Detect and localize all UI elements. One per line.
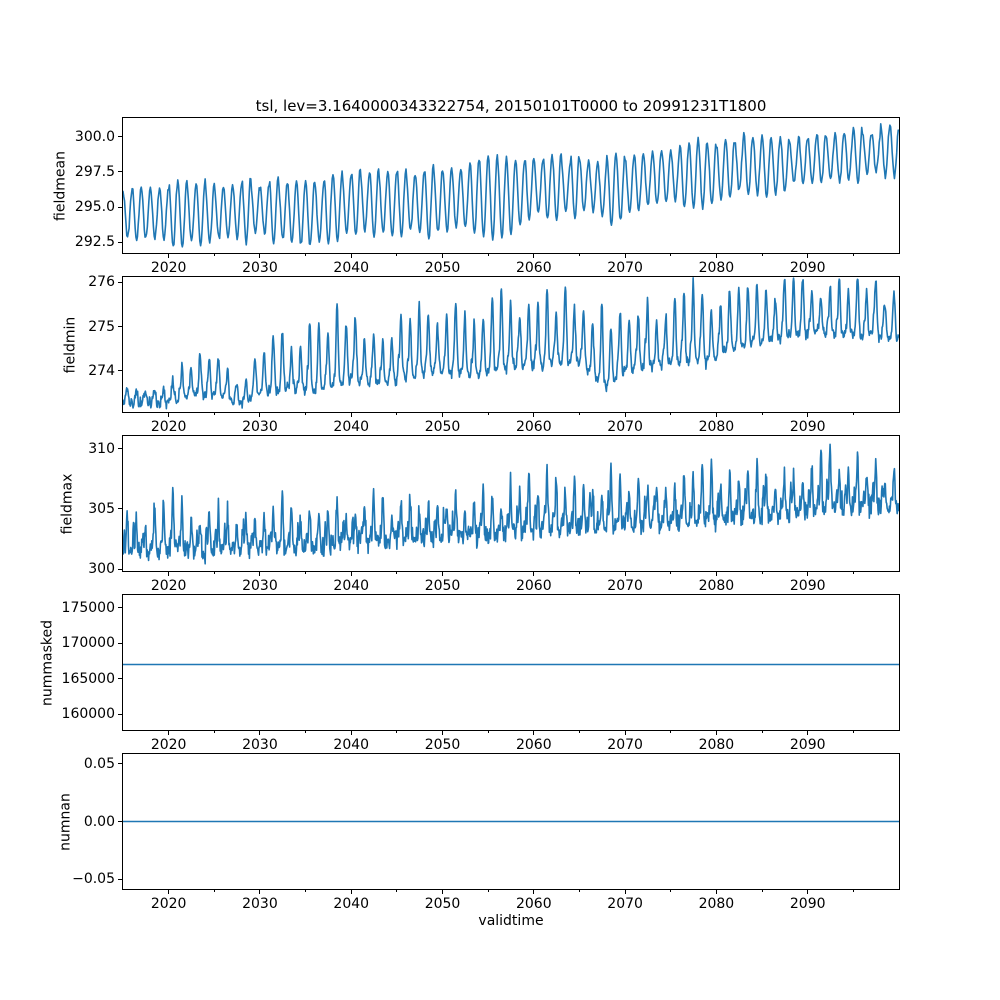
x-tick-mark	[716, 890, 717, 894]
y-tick-mark	[118, 569, 122, 570]
x-minor-tick-mark	[579, 413, 580, 415]
y-axis-label-fieldmax: fieldmax	[59, 473, 75, 534]
plot-area-nummasked	[122, 594, 900, 731]
series-line-fieldmin	[123, 278, 899, 409]
x-minor-tick-mark	[670, 890, 671, 892]
y-tick-mark	[118, 370, 122, 371]
x-minor-tick-mark	[762, 572, 763, 574]
x-minor-tick-mark	[305, 413, 306, 415]
x-tick-mark	[533, 413, 534, 417]
x-tick-label: 2060	[515, 737, 552, 753]
y-tick-mark	[118, 136, 122, 137]
series-line-fieldmean	[123, 124, 898, 247]
x-minor-tick-mark	[579, 572, 580, 574]
x-tick-mark	[625, 572, 626, 576]
x-tick-mark	[533, 254, 534, 258]
x-tick-label: 2020	[150, 260, 187, 276]
y-tick-label: 300	[88, 561, 115, 578]
line-series-nummasked	[123, 595, 899, 730]
x-tick-label: 2040	[333, 896, 370, 912]
x-tick-label: 2030	[242, 260, 278, 276]
x-tick-mark	[625, 890, 626, 894]
x-tick-mark	[716, 731, 717, 735]
x-tick-label: 2050	[424, 737, 461, 753]
x-axis-label: validtime	[478, 913, 544, 929]
x-minor-tick-mark	[305, 254, 306, 256]
x-tick-mark	[625, 254, 626, 258]
x-minor-tick-mark	[670, 254, 671, 256]
x-tick-mark	[807, 731, 808, 735]
x-tick-mark	[442, 572, 443, 576]
y-tick-mark	[118, 879, 122, 880]
y-tick-label: 170000	[61, 635, 115, 652]
series-line-fieldmax	[123, 444, 899, 564]
x-minor-tick-mark	[488, 731, 489, 733]
x-minor-tick-mark	[762, 413, 763, 415]
x-tick-mark	[625, 413, 626, 417]
x-tick-label: 2050	[424, 578, 461, 594]
x-minor-tick-mark	[670, 413, 671, 415]
y-tick-label: 292.5	[74, 234, 115, 251]
x-tick-mark	[351, 890, 352, 894]
x-tick-label: 2020	[150, 737, 187, 753]
y-tick-label: 160000	[61, 706, 115, 723]
y-tick-label: −0.05	[72, 871, 115, 888]
x-tick-mark	[168, 413, 169, 417]
y-axis-label-nummasked: nummasked	[39, 619, 55, 706]
y-axis-label-numnan: numnan	[57, 792, 73, 851]
x-tick-label: 2040	[333, 578, 370, 594]
x-tick-mark	[716, 413, 717, 417]
x-tick-mark	[259, 890, 260, 894]
x-minor-tick-mark	[762, 254, 763, 256]
y-tick-label: 297.5	[74, 163, 115, 180]
x-minor-tick-mark	[579, 890, 580, 892]
line-series-fieldmin	[123, 277, 899, 412]
x-tick-mark	[807, 254, 808, 258]
x-tick-label: 2090	[789, 260, 826, 276]
x-tick-label: 2050	[424, 419, 461, 435]
x-tick-mark	[442, 890, 443, 894]
x-tick-mark	[716, 572, 717, 576]
x-minor-tick-mark	[488, 254, 489, 256]
x-minor-tick-mark	[488, 890, 489, 892]
y-tick-label: 274	[88, 362, 115, 379]
x-tick-mark	[625, 731, 626, 735]
x-tick-label: 2030	[242, 419, 278, 435]
x-tick-label: 2030	[242, 737, 278, 753]
x-minor-tick-mark	[670, 572, 671, 574]
x-tick-label: 2060	[515, 896, 552, 912]
x-minor-tick-mark	[214, 254, 215, 256]
figure-title: tsl, lev=3.1640000343322754, 20150101T0000 to 20991231T1800	[255, 97, 767, 115]
y-tick-mark	[118, 207, 122, 208]
x-tick-mark	[351, 413, 352, 417]
x-minor-tick-mark	[214, 731, 215, 733]
x-tick-label: 2070	[607, 260, 643, 276]
plot-area-fieldmean	[122, 117, 900, 254]
y-tick-mark	[118, 326, 122, 327]
x-tick-mark	[533, 731, 534, 735]
plot-area-fieldmin	[122, 276, 900, 413]
x-tick-mark	[351, 572, 352, 576]
x-minor-tick-mark	[579, 254, 580, 256]
x-tick-mark	[259, 413, 260, 417]
x-minor-tick-mark	[214, 413, 215, 415]
y-tick-mark	[118, 448, 122, 449]
x-minor-tick-mark	[670, 731, 671, 733]
x-tick-mark	[351, 731, 352, 735]
x-tick-label: 2080	[698, 578, 735, 594]
y-tick-label: 305	[88, 500, 115, 517]
y-tick-label: 175000	[61, 599, 115, 616]
x-minor-tick-mark	[396, 254, 397, 256]
x-tick-label: 2080	[698, 896, 735, 912]
y-tick-mark	[118, 242, 122, 243]
x-tick-mark	[168, 572, 169, 576]
y-tick-mark	[118, 508, 122, 509]
x-tick-label: 2030	[242, 578, 278, 594]
y-tick-mark	[118, 821, 122, 822]
x-tick-label: 2090	[789, 578, 826, 594]
x-minor-tick-mark	[214, 890, 215, 892]
x-tick-mark	[168, 254, 169, 258]
x-tick-mark	[807, 572, 808, 576]
x-minor-tick-mark	[762, 731, 763, 733]
x-minor-tick-mark	[853, 254, 854, 256]
x-minor-tick-mark	[396, 413, 397, 415]
x-tick-label: 2070	[607, 896, 643, 912]
x-tick-label: 2050	[424, 896, 461, 912]
x-tick-mark	[533, 572, 534, 576]
x-tick-label: 2040	[333, 737, 370, 753]
y-tick-mark	[118, 678, 122, 679]
y-tick-label: 0.00	[83, 813, 115, 830]
x-minor-tick-mark	[488, 572, 489, 574]
x-tick-label: 2090	[789, 737, 826, 753]
x-tick-mark	[716, 254, 717, 258]
x-tick-label: 2090	[789, 419, 826, 435]
x-tick-mark	[168, 890, 169, 894]
line-series-fieldmax	[123, 436, 899, 571]
x-tick-label: 2050	[424, 260, 461, 276]
y-tick-mark	[118, 763, 122, 764]
x-tick-label: 2030	[242, 896, 278, 912]
x-minor-tick-mark	[305, 572, 306, 574]
y-tick-mark	[118, 171, 122, 172]
x-tick-mark	[259, 572, 260, 576]
x-minor-tick-mark	[305, 890, 306, 892]
y-tick-mark	[118, 714, 122, 715]
x-tick-label: 2080	[698, 419, 735, 435]
line-series-fieldmean	[123, 118, 899, 253]
x-tick-mark	[351, 254, 352, 258]
y-axis-label-fieldmin: fieldmin	[62, 316, 78, 373]
x-tick-mark	[259, 731, 260, 735]
x-tick-label: 2090	[789, 896, 826, 912]
x-tick-label: 2020	[150, 578, 187, 594]
y-tick-label: 310	[88, 440, 115, 457]
y-tick-mark	[118, 282, 122, 283]
x-minor-tick-mark	[488, 413, 489, 415]
x-tick-label: 2070	[607, 578, 643, 594]
x-tick-label: 2060	[515, 578, 552, 594]
x-tick-mark	[442, 413, 443, 417]
x-tick-label: 2070	[607, 737, 643, 753]
x-tick-label: 2060	[515, 419, 552, 435]
x-minor-tick-mark	[396, 731, 397, 733]
x-minor-tick-mark	[579, 731, 580, 733]
x-tick-label: 2020	[150, 419, 187, 435]
x-tick-mark	[442, 731, 443, 735]
plot-area-fieldmax	[122, 435, 900, 572]
x-minor-tick-mark	[853, 731, 854, 733]
x-tick-label: 2080	[698, 737, 735, 753]
x-tick-label: 2020	[150, 896, 187, 912]
x-minor-tick-mark	[396, 890, 397, 892]
line-series-numnan	[123, 754, 899, 889]
y-tick-label: 276	[88, 274, 115, 291]
x-tick-mark	[807, 413, 808, 417]
x-tick-label: 2040	[333, 260, 370, 276]
x-tick-label: 2040	[333, 419, 370, 435]
x-minor-tick-mark	[214, 572, 215, 574]
x-minor-tick-mark	[853, 413, 854, 415]
y-tick-label: 275	[88, 318, 115, 335]
x-minor-tick-mark	[762, 890, 763, 892]
x-tick-mark	[442, 254, 443, 258]
y-tick-mark	[118, 607, 122, 608]
x-tick-mark	[807, 890, 808, 894]
x-minor-tick-mark	[396, 572, 397, 574]
x-tick-label: 2080	[698, 260, 735, 276]
x-tick-mark	[259, 254, 260, 258]
y-axis-label-fieldmean: fieldmean	[52, 150, 68, 221]
plot-area-numnan	[122, 753, 900, 890]
x-tick-mark	[168, 731, 169, 735]
y-tick-label: 300.0	[74, 128, 115, 145]
x-minor-tick-mark	[853, 890, 854, 892]
x-minor-tick-mark	[853, 572, 854, 574]
y-tick-mark	[118, 643, 122, 644]
x-tick-label: 2070	[607, 419, 643, 435]
x-minor-tick-mark	[305, 731, 306, 733]
y-tick-label: 295.0	[74, 199, 115, 216]
x-tick-mark	[533, 890, 534, 894]
y-tick-label: 165000	[61, 670, 115, 687]
x-tick-label: 2060	[515, 260, 552, 276]
y-tick-label: 0.05	[83, 755, 115, 772]
